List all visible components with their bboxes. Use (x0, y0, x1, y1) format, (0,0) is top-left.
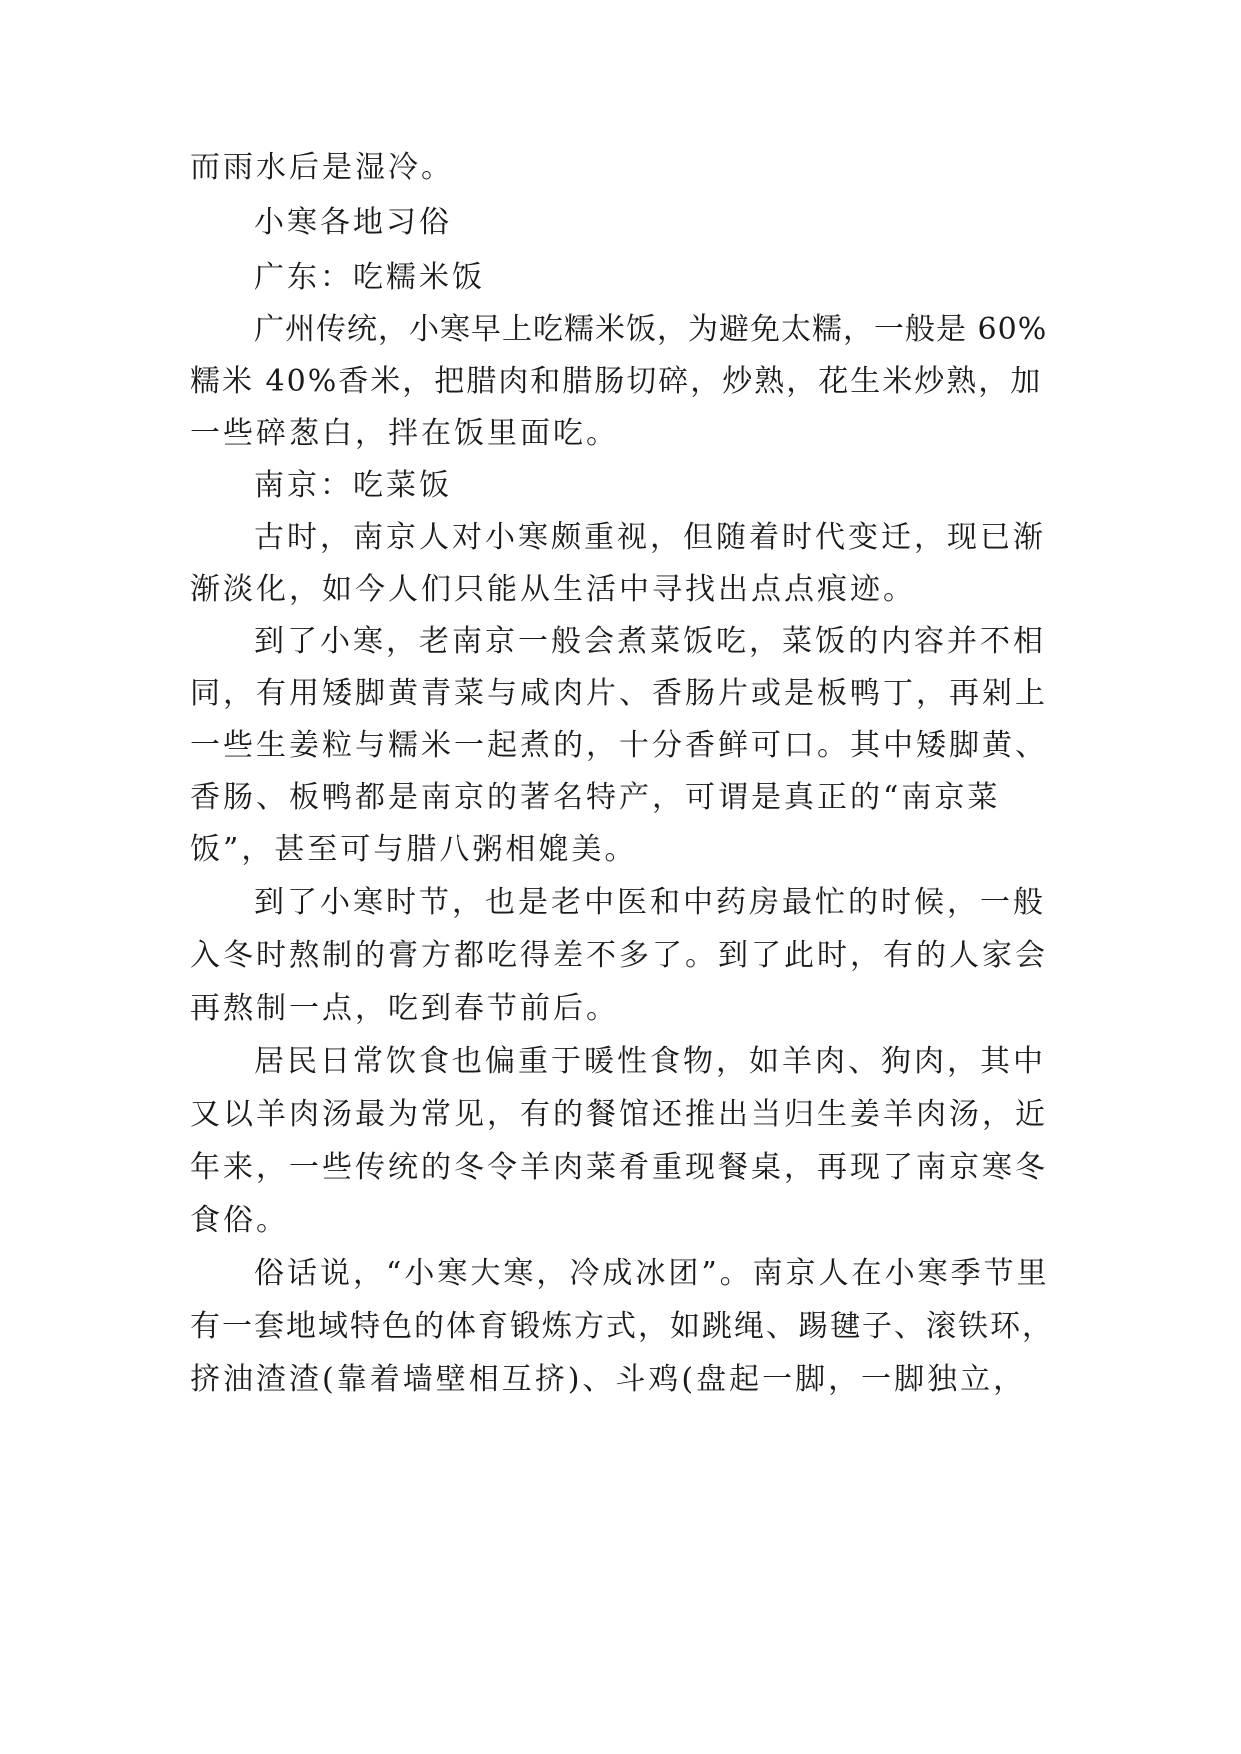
subsection-heading: 南京：吃菜饭 (254, 468, 452, 503)
text-line: 一些生姜粒与糯米一起煮的，十分香鲜可口。其中矮脚黄、 (190, 728, 1048, 763)
section-heading: 小寒各地习俗 (254, 205, 452, 240)
text-line: 而雨水后是湿冷。 (190, 150, 454, 185)
text-line: 到了小寒时节，也是老中医和中药房最忙的时候，一般 (254, 885, 1046, 920)
text-line: 到了小寒，老南京一般会煮菜饭吃，菜饭的内容并不相 (254, 624, 1046, 659)
text-line: 广州传统，小寒早上吃糯米饭，为避免太糯，一般是 60% (254, 312, 1048, 347)
text-line: 挤油渣渣(靠着墙壁相互挤)、斗鸡(盘起一脚，一脚独立， (190, 1362, 1027, 1397)
text-line: 饭”，甚至可与腊八粥相媲美。 (190, 832, 638, 867)
text-line: 渐淡化，如今人们只能从生活中寻找出点点痕迹。 (190, 572, 916, 607)
text-line: 一些碎葱白，拌在饭里面吃。 (190, 416, 619, 451)
text-line: 有一套地域特色的体育锻炼方式，如跳绳、踢毽子、滚铁环， (190, 1309, 1054, 1344)
text-line: 同，有用矮脚黄青菜与咸肉片、香肠片或是板鸭丁，再剁上 (190, 676, 1048, 711)
text-line: 古时，南京人对小寒颇重视，但随着时代变迁，现已渐 (254, 520, 1046, 555)
text-line: 俗话说，“小寒大寒，冷成冰团”。南京人在小寒季节里 (254, 1256, 1050, 1291)
text-line: 居民日常饮食也偏重于暖性食物，如羊肉、狗肉，其中 (254, 1044, 1046, 1079)
text-line: 香肠、板鸭都是南京的著名特产，可谓是真正的“南京菜 (190, 780, 1001, 815)
subsection-heading: 广东：吃糯米饭 (254, 260, 485, 295)
text-line: 食俗。 (190, 1203, 289, 1238)
text-line: 入冬时熬制的膏方都吃得差不多了。到了此时，有的人家会 (190, 938, 1048, 973)
text-line: 又以羊肉汤最为常见，有的餐馆还推出当归生姜羊肉汤，近 (190, 1097, 1048, 1132)
text-line: 再熬制一点，吃到春节前后。 (190, 991, 619, 1026)
text-line: 糯米 40%香米，把腊肉和腊肠切碎，炒熟，花生米炒熟，加 (190, 364, 1043, 399)
text-line: 年来，一些传统的冬令羊肉菜肴重现餐桌，再现了南京寒冬 (190, 1150, 1048, 1185)
